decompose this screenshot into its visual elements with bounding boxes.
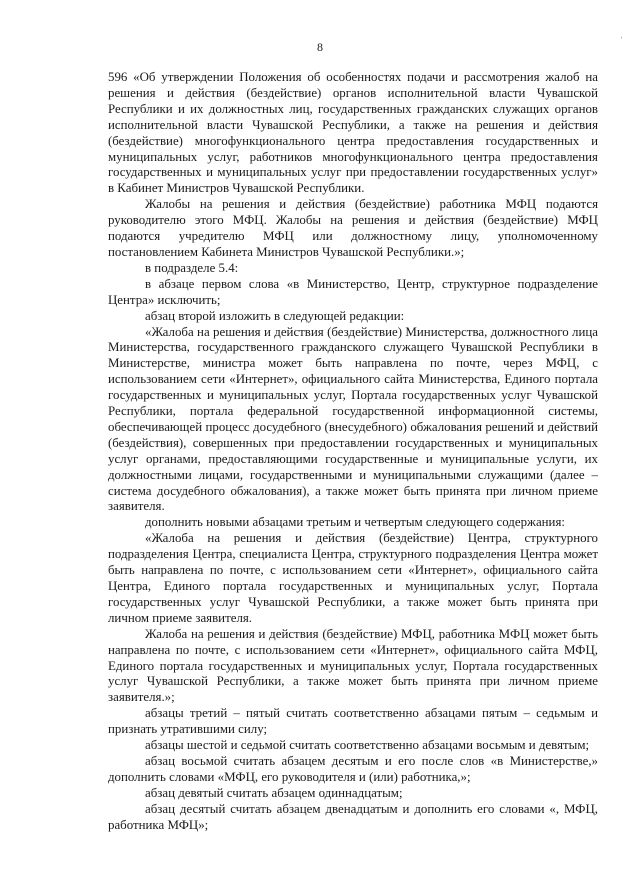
paragraph: абзац второй изложить в следующей редакции: [145,308,405,323]
paragraph: Жалоба на решения и действия (бездействие) МФЦ, работника МФЦ может быть направлена по почте, с использованием сети «Интернет», официального сайта МФЦ, Единого портала государственных и муниципальных услуг, Портала государственных услуг Чувашской Республики, а также может быть принята при личном приеме заявителя.»; [108,626,598,705]
paragraph: Жалобы на решения и действия (бездействие) работника МФЦ подаются руководителю этого МФЦ. Жалобы на решения и действия (бездействие) МФЦ подаются учредителю МФЦ или должностному лицу, уполномоченному постановлением Кабинета Министров Чувашской Республики.»; [108,197,598,259]
paragraph: «Жалоба на решения и действия (бездействие) Министерства, должностного лица Министерства, государственного гражданского служащего Чувашской Республики в Министерстве, министра может быть направлена по почте, через МФЦ, с использованием сети «Интернет», официального сайта Министерства, Единого портала государственных и муниципальных услуг, Портала государственных услуг Чувашской Республики, портала федеральной государственной информационной системы, обеспечивающей процесс досудебного (внесудебного) обжалования решений и действий (бездействия), совершенных при предоставлении государственных и муниципальных услуг органами, предоставляющими государственные и муниципальные услуги, их должностными лицами, государственными и муниципальными служащими (далее – система досудебного обжалования), а также может быть принята при личном приеме заявителя. [108,324,598,514]
paragraph: в абзаце первом слова «в Министерство, Центр, структурное подразделение Центра» исключить; [108,276,598,307]
paragraph: абзацы третий – пятый считать соответственно абзацами пятым – седьмым и признать утратившими силу; [108,706,598,737]
paragraph: абзац девятый считать абзацем одиннадцатым; [145,785,403,800]
paragraph: в подразделе 5.4: [145,260,239,275]
paragraph: дополнить новыми абзацами третьим и четвертым следующего содержания: [145,515,565,530]
document-body [108,70,598,834]
paragraph: 596 «Об утверждении Положения об особенностях подачи и рассмотрения жалоб на решения и действия (бездействие) органов исполнительной власти Чувашской Республики и их должностных лиц, государственных гражданских служащих органов исполнительной власти Чувашской Республики, а также на решения и действия (бездействие) многофункционального центра предоставления государственных и муниципальных услуг, работников многофункционального центра предоставления государственных и муниципальных услуг при предоставлении государственных услуг» в Кабинет Министров Чувашской Республики. [108,70,598,196]
paragraph: абзац десятый считать абзацем двенадцатым и дополнить его словами «, МФЦ, работника МФЦ»; [108,801,598,832]
page-number: 8 [317,40,323,54]
paragraph: абзацы шестой и седьмой считать соответственно абзацами восьмым и девятым; [145,738,590,753]
paragraph: «Жалоба на решения и действия (бездействие) Центра, структурного подразделения Центра, специалиста Центра, структурного подразделения Центра может быть направлена по почте, с использованием сети «Интернет», официального сайта Центра, Единого портала государственных и муниципальных услуг, Портала государственных услуг Чувашской Республики, а также может быть принята при личном приеме заявителя. [108,531,598,625]
corner-mark: ˌ [620,28,624,39]
paragraph: абзац восьмой считать абзацем десятым и его после слов «в Министерстве,» дополнить словами «МФЦ, его руководителя и (или) работника,»; [108,753,598,784]
